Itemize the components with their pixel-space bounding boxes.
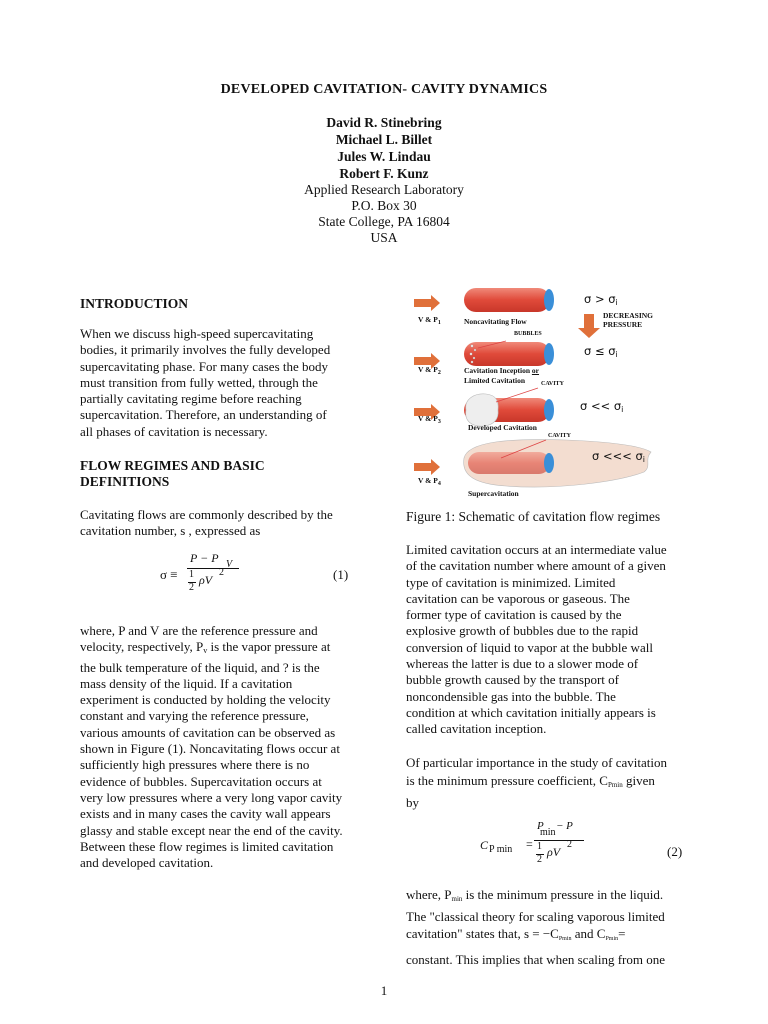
text-line: evidence of bubbles. Supercavitation occurs at — [80, 773, 322, 789]
text-line: experiment is conducted by holding the velocity — [80, 692, 331, 708]
eq1-denominator: ρV — [199, 573, 213, 587]
regime-label-inception: Cavitation Inception or Limited Cavitation — [464, 366, 540, 385]
text-line: noncondensible gas into the bubble. The — [406, 688, 616, 704]
eq1-numerator: P − P — [190, 551, 219, 565]
affiliation-line-2: P.O. Box 30 — [351, 198, 417, 213]
eq1-numerator-sub: V — [226, 559, 233, 570]
limited-cavitation-paragraph — [406, 542, 706, 738]
text-line: conversion of liquid to vapor at the bubble wall — [406, 639, 653, 655]
decreasing-pressure-arrow-icon — [578, 314, 600, 338]
eq1-denominator-sup: 2 — [219, 567, 224, 578]
text-line: Between these flow regimes is limited cavitation — [80, 838, 334, 854]
eq2-denominator-sup: 2 — [567, 839, 572, 850]
heading-line: FLOW REGIMES AND BASIC — [80, 458, 265, 473]
cavitation-schematic — [406, 280, 706, 502]
body-nose-icon — [544, 453, 554, 473]
input-label-4: V & $P_4$ — [418, 476, 441, 487]
body-nose-icon — [544, 399, 554, 421]
flow-arrow-icon — [414, 459, 440, 475]
heading-line: DEFINITIONS — [80, 474, 170, 489]
text-line: where, P and V are the reference pressure and — [80, 623, 318, 638]
cpmin-paragraph — [406, 754, 706, 812]
eq2-lhs-sub: P min — [489, 844, 513, 855]
eq1-fraction-bar — [187, 568, 239, 569]
callout-cavity-super: CAVITY — [548, 433, 571, 439]
text-line: supercavitating phase. For many cases the body — [80, 358, 329, 374]
text-line: by — [406, 795, 419, 810]
sigma-condition-4: σ <<< $\sigma_i$ — [592, 449, 646, 464]
equation-1 — [160, 551, 280, 609]
author-1: David R. Stinebring — [326, 115, 442, 130]
sigma-condition-3: $\sigma << \sigma_i$ — [580, 399, 624, 414]
text-line: The "classical theory for scaling vaporous limited — [406, 909, 665, 924]
text-line: explosive growth of bubbles due to the rapid — [406, 623, 639, 639]
figure-caption: Figure 1: Schematic of cavitation flow regimes — [406, 509, 661, 524]
text-line: cavitation number, s , expressed as — [80, 523, 261, 539]
figure-1 — [406, 280, 706, 502]
text-line: constant and varying the reference pressure, — [80, 708, 309, 724]
text-line: When we discuss high-speed supercavitating — [80, 326, 314, 341]
text-line: shown in Figure (1). Noncavitating flows occur at — [80, 741, 340, 757]
text-line: constant. This implies that when scaling from one — [406, 952, 665, 967]
sigma-condition-1: $\sigma > \sigma_i$ — [584, 292, 618, 307]
eq1-half-top: 1 — [189, 569, 194, 580]
text-line: all phases of cavitation is necessary. — [80, 423, 268, 439]
eq2-half-top: 1 — [537, 841, 542, 852]
body-inception — [464, 342, 550, 366]
regime-label-developed: Developed Cavitation — [468, 423, 537, 432]
eq2-half-bottom: 2 — [537, 854, 542, 865]
text-fragment: velocity, respectively, P — [80, 639, 204, 655]
callout-cavity-developed: CAVITY — [541, 381, 564, 387]
paper-title: DEVELOPED CAVITATION- CAVITY DYNAMICS — [220, 82, 548, 97]
author-4: Robert F. Kunz — [339, 166, 429, 181]
affiliation-line-4: USA — [370, 230, 398, 245]
text-line: cavitation" states that, $s = -C_{Pmin}$ and $C_{Pmin}=$ — [406, 926, 626, 942]
decreasing-pressure-label: DECREASING PRESSURE — [603, 311, 654, 329]
text-line: of the cavitation number where amount of a given — [406, 558, 666, 574]
regime-label-noncavitating: Noncavitating Flow — [464, 317, 527, 326]
text-line: very low pressures where a very long vapor cavity — [80, 789, 343, 805]
input-label-3: V & $P_3$ — [418, 414, 441, 425]
text-line: various amounts of cavitation can be observed as — [80, 724, 336, 740]
body-supercavitating — [468, 452, 550, 474]
affiliation-line-1: Applied Research Laboratory — [304, 182, 464, 197]
intro-heading: INTRODUCTION — [80, 296, 189, 311]
text-line: and developed cavitation. — [80, 855, 214, 871]
text-line: the bulk temperature of the liquid, and ? is the — [80, 659, 320, 675]
flow-regimes-heading — [80, 458, 368, 490]
equation-2 — [480, 820, 610, 876]
eq2-denominator: ρV — [547, 845, 561, 859]
text-line: bodies, it primarily involves the fully developed — [80, 342, 331, 358]
text-line: Cavitating flows are commonly described by the — [80, 507, 333, 522]
text-line: glassy and stable except near the end of the cavity. — [80, 822, 343, 838]
text-line: exists and in many cases the cavity wall appears — [80, 806, 331, 822]
eq2-number: (2) — [667, 844, 683, 859]
flow-intro-paragraph — [80, 507, 368, 540]
eq2-numerator-p: P — [537, 820, 544, 832]
subscript: v — [203, 646, 208, 656]
text-line: whereas the latter is due to a slower mode of — [406, 656, 639, 672]
text-line: sufficiently high pressures where there is no — [80, 757, 310, 773]
flow-after-paragraph — [80, 623, 368, 871]
body-nose-icon — [544, 343, 554, 365]
input-label-2: V & $P_2$ — [418, 365, 441, 376]
body-noncavitating — [464, 288, 550, 312]
body-nose-icon — [544, 289, 554, 311]
text-fragment: is the vapor pressure at — [207, 639, 331, 655]
regime-label-supercavitation: Supercavitation — [468, 489, 519, 498]
eq2-numerator-rest: − P — [556, 820, 573, 832]
intro-paragraph — [80, 326, 368, 440]
text-line: supercavitation. Therefore, an understanding of — [80, 407, 327, 423]
text-line: former type of cavitation is caused by the — [406, 607, 622, 623]
scaling-paragraph — [406, 886, 706, 968]
flow-arrow-icon — [414, 295, 440, 311]
author-2: Michael L. Billet — [335, 132, 433, 147]
author-3: Jules W. Lindau — [337, 149, 431, 164]
eq2-equals: = — [526, 837, 533, 851]
text-line: mass density of the liquid. If a cavitation — [80, 675, 293, 691]
text-line: called cavitation inception. — [406, 721, 547, 737]
eq1-half-bottom: 2 — [189, 582, 194, 593]
text-line: partially cavitating regime before reaching — [80, 391, 302, 407]
text-line — [80, 639, 368, 659]
text-line: bubble growth caused by the transport of — [406, 672, 620, 688]
input-label-1: V & $P_1$ — [418, 315, 441, 326]
callout-bubbles: BUBBLES — [514, 331, 542, 337]
eq2-numerator-sub: min — [540, 827, 556, 838]
sigma-condition-2: $\sigma \le \sigma_i$ — [584, 344, 618, 359]
text-line: where, $P_{min}$ is the minimum pressure in the liquid. — [406, 887, 664, 903]
text-line: cavitation can be vaporous or gaseous. The — [406, 590, 630, 606]
text-line: condition at which cavitation initially appears is — [406, 704, 656, 720]
text-line: type of cavitation is minimized. Limited — [406, 574, 616, 590]
text-line: is the minimum pressure coefficient, $C_{Pmin}$ given — [406, 773, 655, 789]
text-line: Limited cavitation occurs at an intermediate value — [406, 542, 667, 557]
eq2-lhs: C — [480, 838, 489, 852]
eq1-number: (1) — [333, 567, 349, 582]
text-line: Of particular importance in the study of cavitation — [406, 755, 667, 770]
text-line: must transition from fully wetted, through the — [80, 374, 318, 390]
cavity-shape — [466, 394, 498, 426]
page-number: 1 — [380, 983, 388, 998]
eq1-lhs: σ ≡ — [160, 567, 178, 582]
affiliation-line-3: State College, PA 16804 — [318, 214, 450, 229]
